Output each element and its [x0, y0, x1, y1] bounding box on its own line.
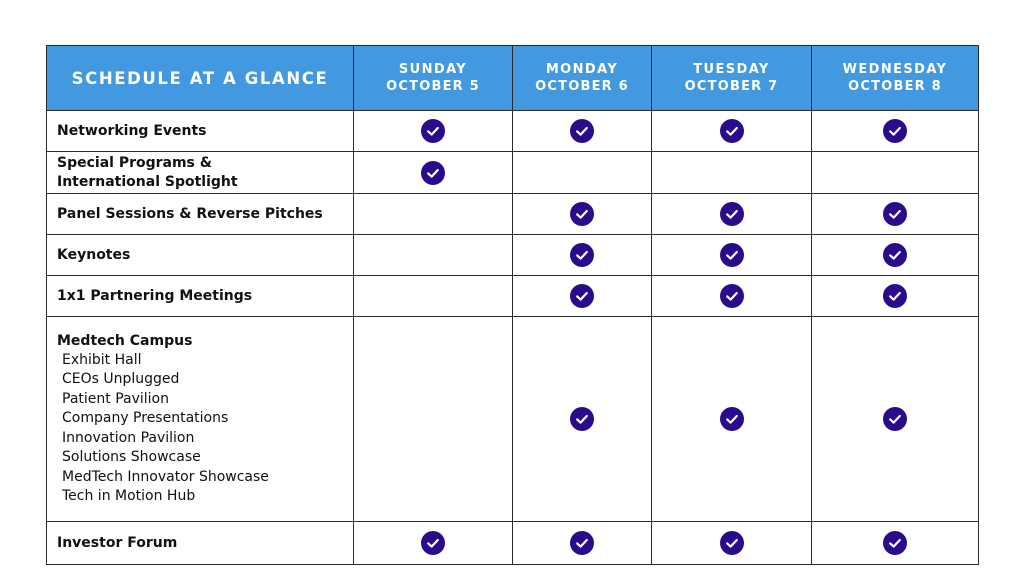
day-header-wednesday: [812, 46, 979, 111]
day-cell: [812, 235, 979, 276]
row-label-line: Special Programs &: [57, 154, 212, 171]
day-name: WEDNESDAY: [842, 62, 948, 77]
check-circle-icon: [421, 119, 445, 143]
day-header-sunday: [354, 46, 513, 111]
day-cell: [812, 522, 979, 565]
day-cell: [652, 194, 812, 235]
check-circle-icon: [883, 407, 907, 431]
sub-item: Solutions Showcase: [62, 449, 201, 465]
row-label: [47, 317, 354, 522]
check-circle-icon: [421, 531, 445, 555]
sub-item: CEOs Unplugged: [62, 371, 180, 387]
table-row: [47, 235, 979, 276]
check-circle-icon: [720, 202, 744, 226]
day-cell: [652, 235, 812, 276]
row-label-title: Medtech Campus: [57, 332, 193, 349]
day-cell: [652, 522, 812, 565]
day-cell: [513, 194, 652, 235]
schedule-title-cell: [47, 46, 354, 111]
sub-item: MedTech Innovator Showcase: [62, 468, 269, 485]
day-name: MONDAY: [545, 62, 619, 77]
day-date: OCTOBER 6: [535, 79, 629, 94]
day-cell: [812, 194, 979, 235]
check-circle-icon: [720, 284, 744, 308]
check-circle-icon: [570, 407, 594, 431]
header-row: [47, 46, 979, 111]
schedule-title: SCHEDULE AT A GLANCE: [71, 68, 329, 88]
check-circle-icon: [720, 407, 744, 431]
day-name: TUESDAY: [693, 62, 770, 77]
day-cell: [513, 152, 652, 194]
day-header-tuesday: [652, 46, 812, 111]
row-label: [47, 152, 354, 194]
day-name: SUNDAY: [398, 62, 468, 77]
day-cell: [354, 276, 513, 317]
day-header-monday: [513, 46, 652, 111]
schedule-table: [46, 45, 979, 565]
check-circle-icon: [421, 161, 445, 185]
day-cell: [513, 111, 652, 152]
table-row: [47, 152, 979, 194]
check-circle-icon: [720, 119, 744, 143]
table-row: [47, 317, 979, 522]
row-label: Networking Events: [47, 111, 354, 152]
check-circle-icon: [883, 243, 907, 267]
day-cell: [812, 276, 979, 317]
check-circle-icon: [570, 284, 594, 308]
day-cell: [513, 522, 652, 565]
day-cell: [354, 522, 513, 565]
sub-item: Innovation Pavilion: [62, 429, 195, 446]
check-circle-icon: [570, 531, 594, 555]
day-cell: [652, 152, 812, 194]
sub-item: Patient Pavilion: [62, 390, 169, 407]
check-circle-icon: [883, 531, 907, 555]
day-cell: [652, 276, 812, 317]
check-circle-icon: [570, 243, 594, 267]
day-date: OCTOBER 8: [848, 79, 942, 94]
day-cell: [652, 111, 812, 152]
sub-item: Exhibit Hall: [62, 351, 142, 368]
check-circle-icon: [883, 202, 907, 226]
day-cell: [812, 111, 979, 152]
check-circle-icon: [720, 531, 744, 555]
sub-item: Tech in Motion Hub: [62, 488, 196, 504]
check-circle-icon: [570, 202, 594, 226]
table-row: [47, 194, 979, 235]
day-cell: [354, 152, 513, 194]
table-row: [47, 111, 979, 152]
day-cell: [513, 276, 652, 317]
day-date: OCTOBER 7: [684, 79, 779, 94]
day-cell: [513, 235, 652, 276]
row-label: Investor Forum: [47, 522, 354, 565]
sub-item: Company Presentations: [62, 410, 229, 426]
day-cell: [812, 317, 979, 522]
row-label: 1x1 Partnering Meetings: [47, 276, 354, 317]
table-row: [47, 276, 979, 317]
day-cell: [354, 317, 513, 522]
day-cell: [513, 317, 652, 522]
check-circle-icon: [883, 119, 907, 143]
table-row: [47, 522, 979, 565]
day-cell: [812, 152, 979, 194]
row-label: Keynotes: [47, 235, 354, 276]
sub-item-list: [57, 351, 353, 507]
check-circle-icon: [720, 243, 744, 267]
day-date: OCTOBER 5: [386, 79, 480, 94]
check-circle-icon: [570, 119, 594, 143]
row-label: Panel Sessions & Reverse Pitches: [47, 194, 354, 235]
check-circle-icon: [883, 284, 907, 308]
day-cell: [354, 111, 513, 152]
day-cell: [354, 194, 513, 235]
day-cell: [652, 317, 812, 522]
row-label-line: International Spotlight: [57, 173, 238, 190]
day-cell: [354, 235, 513, 276]
